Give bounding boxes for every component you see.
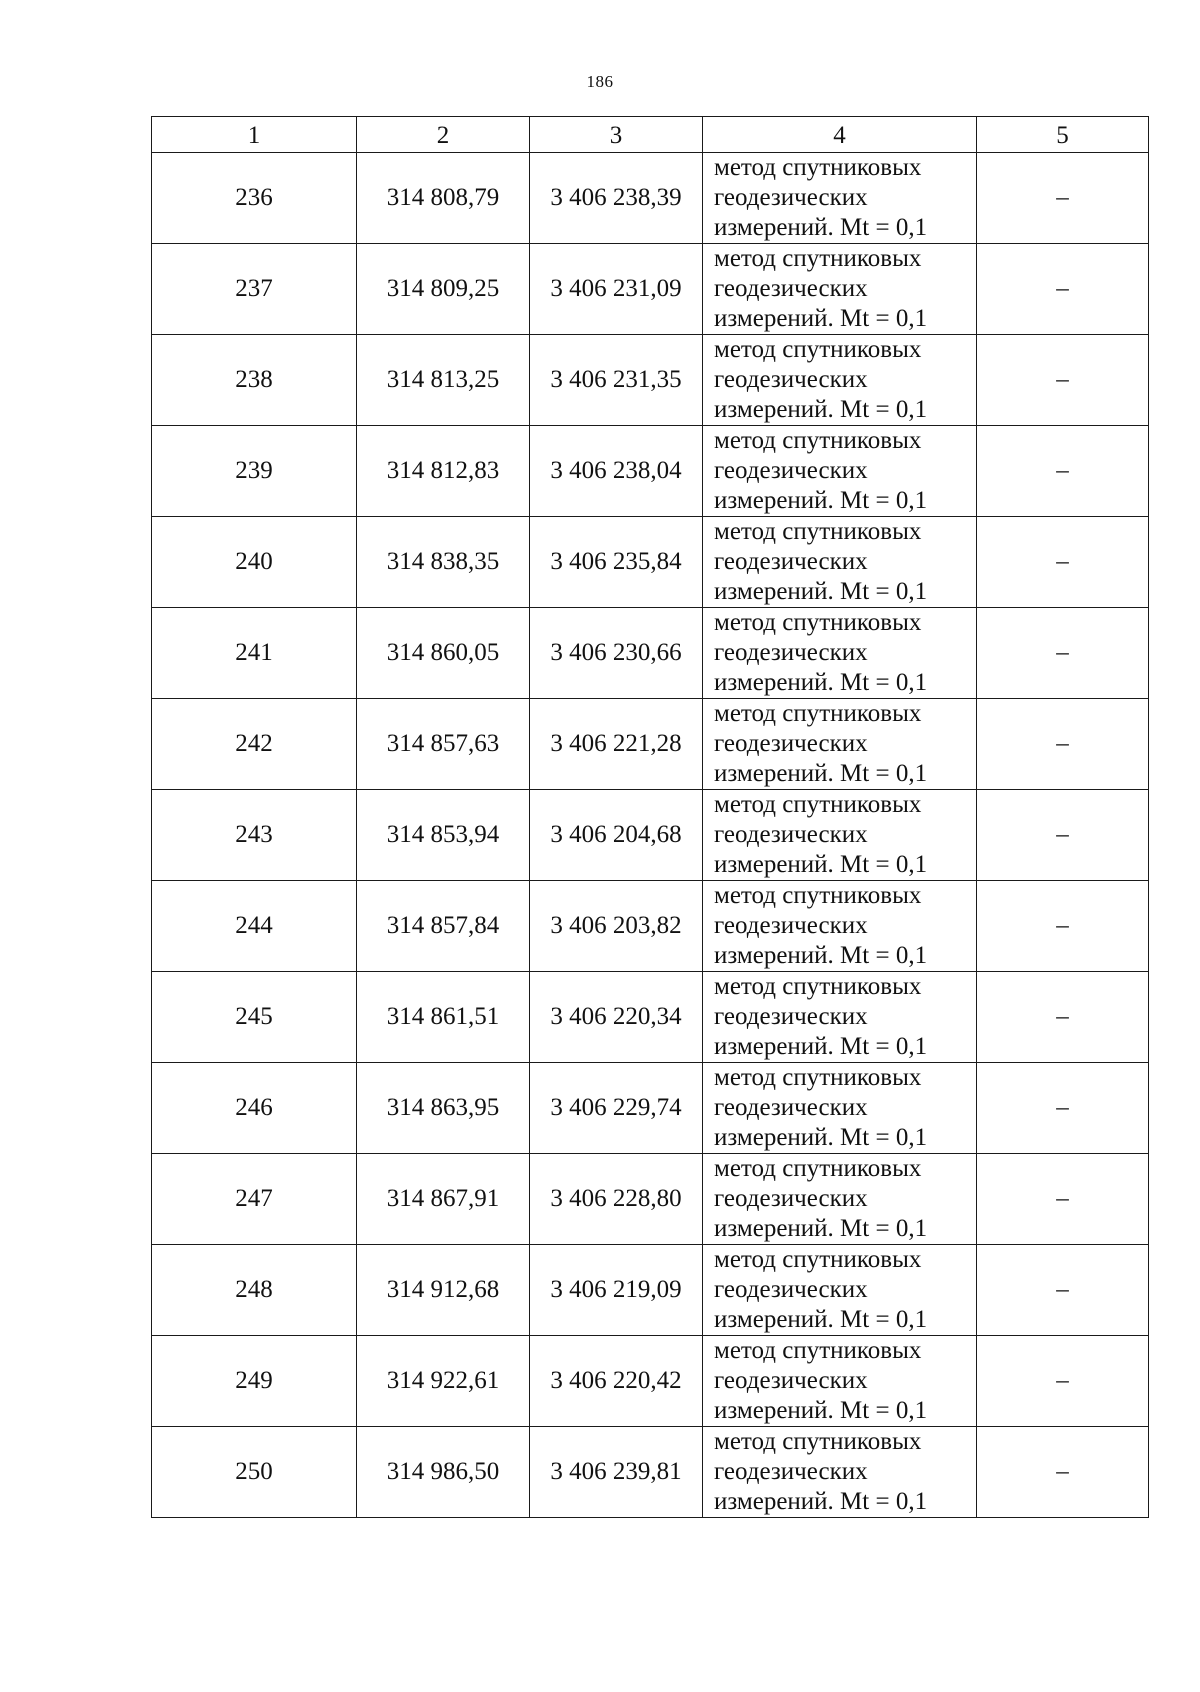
x-coordinate-cell: 314 812,83 [357,426,530,517]
table-row [152,608,1149,699]
method-text-line2: геодезических [714,912,868,939]
method-cell [703,972,977,1063]
method-text-line1: метод спутниковых [714,791,922,818]
method-text-line2: геодезических [714,275,868,302]
method-text-line2: геодезических [714,548,868,575]
y-coordinate-cell: 3 406 231,09 [530,244,703,335]
method-text-line3: измерений. Mt = 0,1 [714,578,928,605]
point-number-cell: 237 [152,244,357,335]
method-text-line3: измерений. Mt = 0,1 [714,1033,928,1060]
method-cell [703,881,977,972]
method-text-line2: геодезических [714,1185,868,1212]
method-cell [703,517,977,608]
method-text-line2: геодезических [714,1276,868,1303]
table-row [152,699,1149,790]
point-number-cell: 245 [152,972,357,1063]
point-number-cell: 244 [152,881,357,972]
method-text-line3: измерений. Mt = 0,1 [714,1215,928,1242]
method-text-line1: метод спутниковых [714,700,922,727]
method-cell [703,1063,977,1154]
method-text-line1: метод спутниковых [714,1337,922,1364]
dash-cell: – [977,517,1149,608]
method-cell [703,335,977,426]
dash-cell: – [977,1336,1149,1427]
y-coordinate-cell: 3 406 220,34 [530,972,703,1063]
method-cell [703,153,977,244]
header-row [152,117,1149,153]
dash-cell: – [977,244,1149,335]
method-text-line1: метод спутниковых [714,1155,922,1182]
method-cell [703,426,977,517]
table-row [152,426,1149,517]
method-text-line2: геодезических [714,366,868,393]
y-coordinate-cell: 3 406 239,81 [530,1427,703,1518]
x-coordinate-cell: 314 861,51 [357,972,530,1063]
x-coordinate-cell: 314 867,91 [357,1154,530,1245]
method-text-line3: измерений. Mt = 0,1 [714,851,928,878]
point-number-cell: 240 [152,517,357,608]
y-coordinate-cell: 3 406 219,09 [530,1245,703,1336]
dash-cell: – [977,608,1149,699]
point-number-cell: 242 [152,699,357,790]
point-number-cell: 246 [152,1063,357,1154]
method-cell [703,1154,977,1245]
table-body [152,153,1149,1518]
dash-cell: – [977,153,1149,244]
method-text-line1: метод спутниковых [714,427,922,454]
method-cell [703,699,977,790]
table-row [152,972,1149,1063]
method-text-line2: геодезических [714,184,868,211]
method-cell [703,608,977,699]
table-row [152,790,1149,881]
method-text-line1: метод спутниковых [714,518,922,545]
method-text-line1: метод спутниковых [714,882,922,909]
method-text-line1: метод спутниковых [714,609,922,636]
method-text-line2: геодезических [714,1003,868,1030]
method-text-line3: измерений. Mt = 0,1 [714,396,928,423]
point-number-cell: 249 [152,1336,357,1427]
y-coordinate-cell: 3 406 204,68 [530,790,703,881]
column-header-5: 5 [977,117,1149,153]
method-text-line3: измерений. Mt = 0,1 [714,214,928,241]
table-row [152,1245,1149,1336]
dash-cell: – [977,1154,1149,1245]
dash-cell: – [977,1427,1149,1518]
method-cell [703,1336,977,1427]
x-coordinate-cell: 314 857,84 [357,881,530,972]
method-cell [703,1245,977,1336]
y-coordinate-cell: 3 406 230,66 [530,608,703,699]
method-text-line1: метод спутниковых [714,336,922,363]
method-text-line2: геодезических [714,730,868,757]
table-row [152,153,1149,244]
x-coordinate-cell: 314 986,50 [357,1427,530,1518]
method-text-line3: измерений. Mt = 0,1 [714,305,928,332]
table-row [152,1063,1149,1154]
method-text-line1: метод спутниковых [714,1428,922,1455]
dash-cell: – [977,699,1149,790]
method-text-line2: геодезических [714,1094,868,1121]
method-text-line3: измерений. Mt = 0,1 [714,1397,928,1424]
y-coordinate-cell: 3 406 221,28 [530,699,703,790]
x-coordinate-cell: 314 809,25 [357,244,530,335]
x-coordinate-cell: 314 922,61 [357,1336,530,1427]
method-text-line2: геодезических [714,639,868,666]
x-coordinate-cell: 314 860,05 [357,608,530,699]
method-text-line1: метод спутниковых [714,245,922,272]
column-header-1: 1 [152,117,357,153]
page-number: 186 [586,72,614,91]
dash-cell: – [977,790,1149,881]
dash-cell: – [977,1063,1149,1154]
method-text-line3: измерений. Mt = 0,1 [714,1124,928,1151]
y-coordinate-cell: 3 406 228,80 [530,1154,703,1245]
method-text-line1: метод спутниковых [714,973,922,1000]
method-text-line3: измерений. Mt = 0,1 [714,487,928,514]
table-row [152,244,1149,335]
dash-cell: – [977,1245,1149,1336]
table-row [152,1154,1149,1245]
method-cell [703,790,977,881]
column-header-2: 2 [357,117,530,153]
point-number-cell: 248 [152,1245,357,1336]
dash-cell: – [977,972,1149,1063]
method-text-line1: метод спутниковых [714,154,922,181]
method-text-line3: измерений. Mt = 0,1 [714,1306,928,1333]
table-row [152,1427,1149,1518]
x-coordinate-cell: 314 813,25 [357,335,530,426]
method-text-line2: геодезических [714,1367,868,1394]
x-coordinate-cell: 314 863,95 [357,1063,530,1154]
method-cell [703,1427,977,1518]
x-coordinate-cell: 314 853,94 [357,790,530,881]
y-coordinate-cell: 3 406 231,35 [530,335,703,426]
point-number-cell: 243 [152,790,357,881]
table-row [152,517,1149,608]
dash-cell: – [977,426,1149,517]
y-coordinate-cell: 3 406 235,84 [530,517,703,608]
point-number-cell: 247 [152,1154,357,1245]
point-number-cell: 250 [152,1427,357,1518]
method-text-line1: метод спутниковых [714,1064,922,1091]
method-text-line3: измерений. Mt = 0,1 [714,760,928,787]
dash-cell: – [977,881,1149,972]
method-text-line2: геодезических [714,457,868,484]
x-coordinate-cell: 314 857,63 [357,699,530,790]
y-coordinate-cell: 3 406 203,82 [530,881,703,972]
table-row [152,335,1149,426]
x-coordinate-cell: 314 912,68 [357,1245,530,1336]
column-header-4: 4 [703,117,977,153]
y-coordinate-cell: 3 406 220,42 [530,1336,703,1427]
table-row [152,881,1149,972]
method-text-line3: измерений. Mt = 0,1 [714,942,928,969]
point-number-cell: 239 [152,426,357,517]
coordinates-table [151,116,1149,1518]
point-number-cell: 236 [152,153,357,244]
table-row [152,1336,1149,1427]
y-coordinate-cell: 3 406 229,74 [530,1063,703,1154]
method-text-line2: геодезических [714,821,868,848]
point-number-cell: 238 [152,335,357,426]
point-number-cell: 241 [152,608,357,699]
method-text-line3: измерений. Mt = 0,1 [714,1488,928,1515]
x-coordinate-cell: 314 838,35 [357,517,530,608]
x-coordinate-cell: 314 808,79 [357,153,530,244]
column-header-3: 3 [530,117,703,153]
dash-cell: – [977,335,1149,426]
method-text-line2: геодезических [714,1458,868,1485]
y-coordinate-cell: 3 406 238,39 [530,153,703,244]
y-coordinate-cell: 3 406 238,04 [530,426,703,517]
table-header [152,117,1149,153]
method-text-line1: метод спутниковых [714,1246,922,1273]
method-cell [703,244,977,335]
method-text-line3: измерений. Mt = 0,1 [714,669,928,696]
